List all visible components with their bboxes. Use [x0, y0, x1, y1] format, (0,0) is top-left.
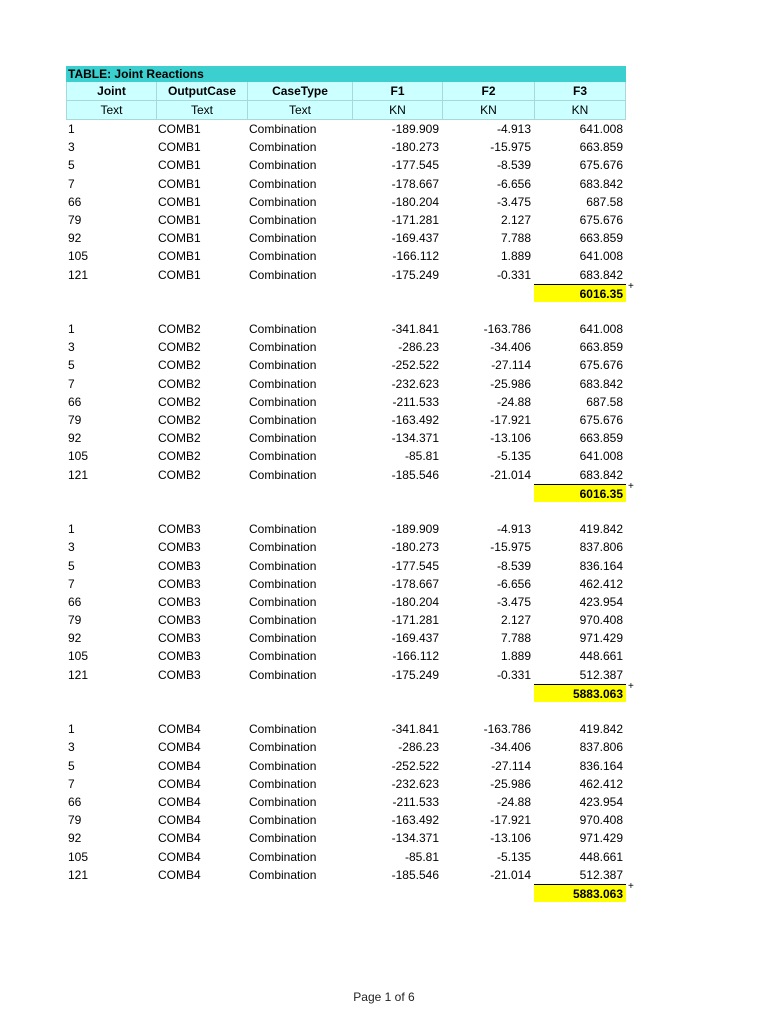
cell-f1: -286.23: [398, 340, 439, 355]
cell-casetype: Combination: [249, 249, 317, 264]
cell-joint: 3: [68, 140, 75, 155]
table-row: [66, 266, 626, 284]
cell-f3: 687.58: [586, 194, 623, 209]
table-row: [66, 393, 626, 411]
cell-joint: 66: [68, 394, 82, 409]
cell-f3: 683.842: [579, 267, 623, 282]
cell-joint: 7: [68, 176, 75, 191]
cell-joint: 105: [68, 849, 89, 864]
table-row: [66, 811, 626, 829]
cell-outputcase: COMB4: [158, 740, 201, 755]
column-header-joint: Joint: [66, 82, 156, 101]
cell-casetype: Combination: [249, 212, 317, 227]
cell-joint: 105: [68, 449, 89, 464]
cell-f2: -5.135: [496, 849, 531, 864]
table-row: [66, 666, 626, 684]
cell-outputcase: COMB3: [158, 558, 201, 573]
column-header-f3: F3: [534, 82, 626, 101]
cell-f1: -180.273: [391, 140, 439, 155]
cell-f1: -169.437: [391, 631, 439, 646]
cell-f3: 419.842: [579, 522, 623, 537]
cell-joint: 5: [68, 558, 75, 573]
cell-f1: -180.204: [391, 194, 439, 209]
cell-joint: 121: [68, 667, 89, 682]
cell-f2: -8.539: [496, 158, 531, 173]
cell-f1: -178.667: [391, 576, 439, 591]
cell-f2: -24.88: [496, 394, 531, 409]
cell-f3: 663.859: [579, 231, 623, 246]
cell-joint: 1: [68, 322, 75, 337]
cell-joint: 121: [68, 867, 89, 882]
page-footer: Page 1 of 6: [353, 990, 415, 1004]
cell-joint: 79: [68, 613, 82, 628]
joint-reactions-sheet: [66, 66, 634, 902]
cell-joint: 92: [68, 231, 82, 246]
unit-casetype: Text: [247, 101, 352, 120]
cell-joint: 66: [68, 794, 82, 809]
cell-f1: -189.909: [391, 522, 439, 537]
cell-f2: -3.475: [496, 194, 531, 209]
cell-f3: 687.58: [586, 394, 623, 409]
table-body: [66, 120, 634, 902]
cell-joint: 3: [68, 540, 75, 555]
cell-f2: -27.114: [491, 358, 531, 373]
cell-joint: 92: [68, 831, 82, 846]
table-row: [66, 247, 626, 265]
cell-casetype: Combination: [249, 358, 317, 373]
cell-casetype: Combination: [249, 740, 317, 755]
cell-joint: 121: [68, 467, 89, 482]
cell-casetype: Combination: [249, 667, 317, 682]
column-header-outputcase: OutputCase: [156, 82, 247, 101]
group-total-row: [66, 680, 634, 702]
cell-joint: 79: [68, 212, 82, 227]
cell-f1: -177.545: [391, 558, 439, 573]
column-header-f2: F2: [442, 82, 534, 101]
cell-joint: 66: [68, 194, 82, 209]
unit-f2: KN: [442, 101, 534, 120]
cell-f2: 7.788: [500, 631, 531, 646]
cell-casetype: Combination: [249, 849, 317, 864]
cell-outputcase: COMB2: [158, 376, 201, 391]
plus-marker: +: [628, 280, 634, 292]
plus-marker: +: [628, 680, 634, 692]
cell-f1: -134.371: [391, 431, 439, 446]
cell-outputcase: COMB1: [158, 158, 201, 173]
table-row: [66, 175, 626, 193]
table-row: [66, 320, 626, 338]
cell-joint: 7: [68, 776, 75, 791]
cell-f2: -17.921: [490, 813, 531, 828]
cell-f1: -85.81: [404, 849, 439, 864]
cell-joint: 105: [68, 649, 89, 664]
cell-joint: 7: [68, 376, 75, 391]
cell-f1: -177.545: [391, 158, 439, 173]
table-row: [66, 629, 626, 647]
cell-outputcase: COMB2: [158, 340, 201, 355]
cell-f1: -180.204: [391, 594, 439, 609]
cell-casetype: Combination: [249, 831, 317, 846]
cell-f2: 1.889: [500, 649, 531, 664]
cell-outputcase: COMB2: [158, 358, 201, 373]
cell-outputcase: COMB3: [158, 613, 201, 628]
plus-marker: +: [628, 480, 634, 492]
group-total-f3: 6016.35: [534, 484, 626, 502]
cell-f3: 971.429: [579, 831, 623, 846]
cell-f1: -166.112: [392, 649, 439, 664]
cell-f1: -169.437: [391, 231, 439, 246]
cell-f3: 641.008: [579, 449, 623, 464]
cell-joint: 79: [68, 413, 82, 427]
unit-joint: Text: [66, 101, 156, 120]
cell-joint: 121: [68, 267, 89, 282]
cell-f2: -34.406: [490, 740, 531, 755]
cell-joint: 92: [68, 431, 82, 446]
cell-outputcase: COMB4: [158, 776, 201, 791]
cell-outputcase: COMB3: [158, 631, 201, 646]
cell-outputcase: COMB4: [158, 867, 201, 882]
table-row: [66, 156, 626, 174]
table-row: [66, 575, 626, 593]
cell-outputcase: COMB3: [158, 594, 201, 609]
cell-f1: -185.546: [391, 467, 439, 482]
cell-f1: -163.492: [391, 813, 439, 828]
cell-f1: -171.281: [391, 613, 439, 628]
cell-outputcase: COMB2: [158, 413, 201, 427]
table-row: [66, 775, 626, 793]
cell-outputcase: COMB2: [158, 394, 201, 409]
cell-outputcase: COMB2: [158, 322, 201, 337]
cell-f2: -17.921: [490, 413, 531, 427]
cell-joint: 105: [68, 249, 89, 264]
cell-f3: 837.806: [579, 740, 623, 755]
cell-casetype: Combination: [249, 813, 317, 828]
cell-casetype: Combination: [249, 558, 317, 573]
cell-f1: -178.667: [391, 176, 439, 191]
cell-f2: -0.331: [496, 267, 531, 282]
table-row: [66, 356, 626, 374]
cell-casetype: Combination: [249, 340, 317, 355]
cell-outputcase: COMB1: [158, 176, 201, 191]
unit-f1: KN: [352, 101, 442, 120]
cell-f1: -252.522: [391, 358, 439, 373]
group-total-f3: 5883.063: [534, 884, 626, 902]
cell-casetype: Combination: [249, 722, 317, 737]
cell-f2: 2.127: [500, 613, 531, 628]
cell-f3: 512.387: [579, 667, 623, 682]
cell-outputcase: COMB4: [158, 813, 201, 828]
cell-joint: 5: [68, 158, 75, 173]
cell-f2: 7.788: [500, 231, 531, 246]
table-row: [66, 429, 626, 447]
group-total-row: [66, 880, 634, 902]
table-row: [66, 866, 626, 884]
table-row: [66, 520, 626, 538]
cell-f2: -27.114: [491, 758, 531, 773]
cell-f1: -175.249: [391, 267, 439, 282]
cell-f3: 971.429: [579, 631, 623, 646]
cell-f1: -211.533: [392, 394, 439, 409]
cell-joint: 5: [68, 758, 75, 773]
table-row: [66, 738, 626, 756]
cell-f1: -286.23: [398, 740, 439, 755]
table-row: [66, 647, 626, 665]
cell-f3: 462.412: [579, 576, 623, 591]
cell-casetype: Combination: [249, 322, 317, 337]
cell-f1: -252.522: [391, 758, 439, 773]
table-row: [66, 193, 626, 211]
cell-casetype: Combination: [249, 540, 317, 555]
cell-outputcase: COMB1: [158, 249, 201, 264]
cell-f2: -163.786: [483, 322, 531, 337]
cell-f2: -25.986: [490, 776, 531, 791]
cell-f1: -341.841: [391, 322, 439, 337]
cell-joint: 3: [68, 740, 75, 755]
cell-casetype: Combination: [249, 176, 317, 191]
cell-casetype: Combination: [249, 758, 317, 773]
cell-outputcase: COMB1: [158, 231, 201, 246]
cell-f3: 683.842: [579, 176, 623, 191]
cell-f1: -85.81: [404, 449, 439, 464]
group-spacer: [66, 502, 626, 520]
cell-f3: 675.676: [579, 158, 623, 173]
cell-f2: -5.135: [496, 449, 531, 464]
cell-f1: -232.623: [391, 776, 439, 791]
unit-f3: KN: [534, 101, 626, 120]
cell-casetype: Combination: [249, 194, 317, 209]
cell-f1: -171.281: [391, 212, 439, 227]
cell-outputcase: COMB1: [158, 122, 201, 136]
cell-f1: -189.909: [391, 122, 439, 136]
cell-f3: 423.954: [579, 594, 623, 609]
cell-outputcase: COMB2: [158, 449, 201, 464]
cell-joint: 3: [68, 340, 75, 355]
cell-f1: -180.273: [391, 540, 439, 555]
cell-joint: 92: [68, 631, 82, 646]
cell-outputcase: COMB4: [158, 849, 201, 864]
column-header-casetype: CaseType: [247, 82, 352, 101]
cell-f3: 462.412: [579, 776, 623, 791]
cell-f1: -211.533: [392, 794, 439, 809]
cell-f3: 512.387: [579, 867, 623, 882]
unit-outputcase: Text: [156, 101, 247, 120]
cell-f3: 970.408: [579, 613, 623, 628]
cell-f3: 641.008: [579, 122, 623, 136]
table-row: [66, 120, 626, 138]
cell-casetype: Combination: [249, 394, 317, 409]
cell-outputcase: COMB3: [158, 576, 201, 591]
table-row: [66, 538, 626, 556]
cell-f2: -13.106: [490, 431, 531, 446]
cell-f2: 2.127: [500, 212, 531, 227]
cell-casetype: Combination: [249, 158, 317, 173]
table-row: [66, 793, 626, 811]
cell-casetype: Combination: [249, 431, 317, 446]
cell-f2: 1.889: [500, 249, 531, 264]
cell-casetype: Combination: [249, 267, 317, 282]
plus-marker: +: [628, 880, 634, 892]
cell-f3: 675.676: [579, 212, 623, 227]
cell-f1: -134.371: [391, 831, 439, 846]
table-row: [66, 411, 626, 429]
cell-casetype: Combination: [249, 122, 317, 136]
column-header-row: [66, 82, 626, 101]
cell-f2: -15.975: [490, 540, 531, 555]
cell-f2: -6.656: [496, 176, 531, 191]
table-row: [66, 229, 626, 247]
cell-f3: 836.164: [579, 558, 623, 573]
cell-casetype: Combination: [249, 467, 317, 482]
cell-casetype: Combination: [249, 776, 317, 791]
cell-f2: -21.014: [490, 467, 531, 482]
cell-casetype: Combination: [249, 231, 317, 246]
table-title: TABLE: Joint Reactions: [66, 66, 626, 82]
table-row: [66, 338, 626, 356]
cell-f1: -163.492: [391, 413, 439, 427]
cell-f2: -8.539: [496, 558, 531, 573]
cell-outputcase: COMB3: [158, 667, 201, 682]
cell-f3: 641.008: [579, 322, 623, 337]
group-spacer: [66, 302, 626, 320]
cell-f2: -6.656: [496, 576, 531, 591]
cell-f1: -175.249: [391, 667, 439, 682]
group-total-row: [66, 280, 634, 302]
cell-f1: -341.841: [391, 722, 439, 737]
cell-outputcase: COMB1: [158, 212, 201, 227]
cell-f2: -15.975: [490, 140, 531, 155]
cell-outputcase: COMB1: [158, 267, 201, 282]
cell-f3: 683.842: [579, 467, 623, 482]
cell-outputcase: COMB3: [158, 540, 201, 555]
table-row: [66, 720, 626, 738]
cell-outputcase: COMB1: [158, 194, 201, 209]
cell-f1: -166.112: [392, 249, 439, 264]
group-total-row: [66, 480, 634, 502]
units-header-row: [66, 101, 626, 120]
table-row: [66, 138, 626, 156]
cell-f2: -21.014: [490, 867, 531, 882]
cell-f2: -34.406: [490, 340, 531, 355]
cell-f2: -3.475: [496, 594, 531, 609]
cell-f3: 419.842: [579, 722, 623, 737]
cell-f3: 837.806: [579, 540, 623, 555]
cell-f3: 663.859: [579, 140, 623, 155]
cell-outputcase: COMB2: [158, 467, 201, 482]
cell-f2: -13.106: [490, 831, 531, 846]
table-row: [66, 447, 626, 465]
cell-joint: 79: [68, 813, 82, 828]
cell-outputcase: COMB3: [158, 522, 201, 537]
cell-outputcase: COMB4: [158, 722, 201, 737]
cell-f2: -4.913: [496, 522, 531, 537]
cell-outputcase: COMB2: [158, 431, 201, 446]
cell-f3: 683.842: [579, 376, 623, 391]
cell-joint: 1: [68, 122, 75, 136]
cell-casetype: Combination: [249, 413, 317, 427]
table-row: [66, 557, 626, 575]
column-header-f1: F1: [352, 82, 442, 101]
cell-f2: -25.986: [490, 376, 531, 391]
cell-f2: -4.913: [496, 122, 531, 136]
cell-joint: 66: [68, 594, 82, 609]
cell-f2: -0.331: [496, 667, 531, 682]
table-row: [66, 829, 626, 847]
cell-f3: 663.859: [579, 431, 623, 446]
cell-f3: 423.954: [579, 794, 623, 809]
group-total-f3: 5883.063: [534, 684, 626, 702]
cell-casetype: Combination: [249, 613, 317, 628]
cell-casetype: Combination: [249, 594, 317, 609]
table-row: [66, 466, 626, 484]
cell-f3: 448.661: [579, 649, 623, 664]
cell-casetype: Combination: [249, 522, 317, 537]
table-row: [66, 611, 626, 629]
cell-f2: -163.786: [483, 722, 531, 737]
cell-casetype: Combination: [249, 449, 317, 464]
cell-f3: 970.408: [579, 813, 623, 828]
cell-f3: 448.661: [579, 849, 623, 864]
table-row: [66, 757, 626, 775]
cell-outputcase: COMB4: [158, 758, 201, 773]
cell-outputcase: COMB4: [158, 794, 201, 809]
cell-outputcase: COMB1: [158, 140, 201, 155]
cell-casetype: Combination: [249, 794, 317, 809]
table-row: [66, 211, 626, 229]
cell-casetype: Combination: [249, 576, 317, 591]
group-total-f3: 6016.35: [534, 284, 626, 302]
cell-f1: -185.546: [391, 867, 439, 882]
cell-f1: -232.623: [391, 376, 439, 391]
cell-joint: 1: [68, 722, 75, 737]
table-row: [66, 848, 626, 866]
cell-joint: 7: [68, 576, 75, 591]
cell-f3: 641.008: [579, 249, 623, 264]
cell-f3: 675.676: [579, 413, 623, 427]
cell-outputcase: COMB4: [158, 831, 201, 846]
cell-outputcase: COMB3: [158, 649, 201, 664]
cell-f3: 836.164: [579, 758, 623, 773]
cell-casetype: Combination: [249, 631, 317, 646]
cell-joint: 1: [68, 522, 75, 537]
table-row: [66, 593, 626, 611]
cell-f3: 675.676: [579, 358, 623, 373]
table-row: [66, 375, 626, 393]
cell-casetype: Combination: [249, 140, 317, 155]
cell-f3: 663.859: [579, 340, 623, 355]
cell-casetype: Combination: [249, 649, 317, 664]
cell-f2: -24.88: [496, 794, 531, 809]
group-spacer: [66, 702, 626, 720]
cell-casetype: Combination: [249, 867, 317, 882]
cell-joint: 5: [68, 358, 75, 373]
cell-casetype: Combination: [249, 376, 317, 391]
